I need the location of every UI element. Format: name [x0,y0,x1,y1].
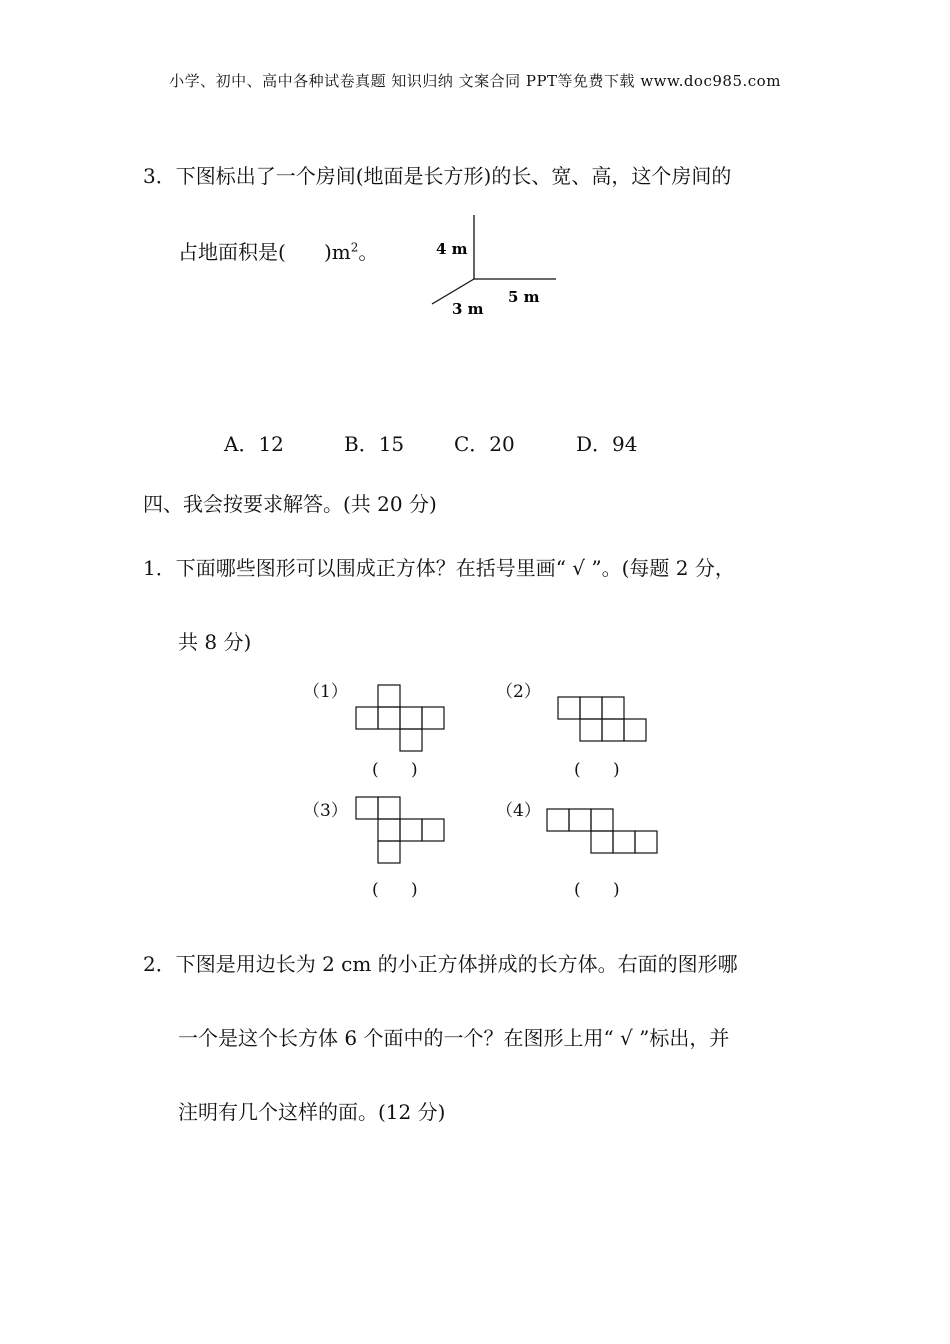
page-header: 小学、初中、高中各种试卷真题 知识归纳 文案合同 PPT等免费下载 www.doc985.com [169,72,781,90]
q3-line2-pre: 占地面积是( [178,240,286,264]
net-4 [547,809,657,853]
net-3-answer[interactable]: ( ) [372,880,418,900]
q3-line2-end: 。 [358,240,379,264]
option-d[interactable]: D．94 [576,432,638,456]
net-3 [356,797,444,863]
net-1 [356,685,444,751]
q4-2-line2: 一个是这个长方体 6 个面中的一个？在图形上用“ √ ”标出，并 [178,1026,730,1050]
net-4-label: （4） [496,801,541,821]
length-label: 5 m [508,288,540,306]
option-b[interactable]: B．15 [344,432,405,456]
net-2-label: （2） [496,682,541,702]
net-2 [558,697,646,741]
net-3-label: （3） [303,801,348,821]
option-c[interactable]: C．20 [454,432,515,456]
height-label: 4 m [436,240,468,258]
q4-2-line3: 注明有几个这样的面。(12 分) [178,1100,446,1124]
net-2-answer[interactable]: ( ) [574,760,620,780]
q4-1-line2: 共 8 分) [178,630,252,654]
q4-1-line1: 1．下面哪些图形可以围成正方体？在括号里画“ √ ”。(每题 2 分， [143,556,735,580]
net-1-label: （1） [303,682,348,702]
q4-2-line1: 2．下图是用边长为 2 cm 的小正方体拼成的长方体。右面的图形哪 [143,952,738,976]
section-4-title: 四、我会按要求解答。(共 20 分) [143,492,437,516]
q3-line2-unit: )m [323,240,351,264]
net-1-answer[interactable]: ( ) [372,760,418,780]
net-4-answer[interactable]: ( ) [574,880,620,900]
width-label: 3 m [452,300,484,318]
option-a[interactable]: A．12 [224,432,284,456]
q3-line2-sup: 2 [350,240,359,255]
q3-line1: 3．下图标出了一个房间(地面是长方形)的长、宽、高，这个房间的 [143,164,732,188]
